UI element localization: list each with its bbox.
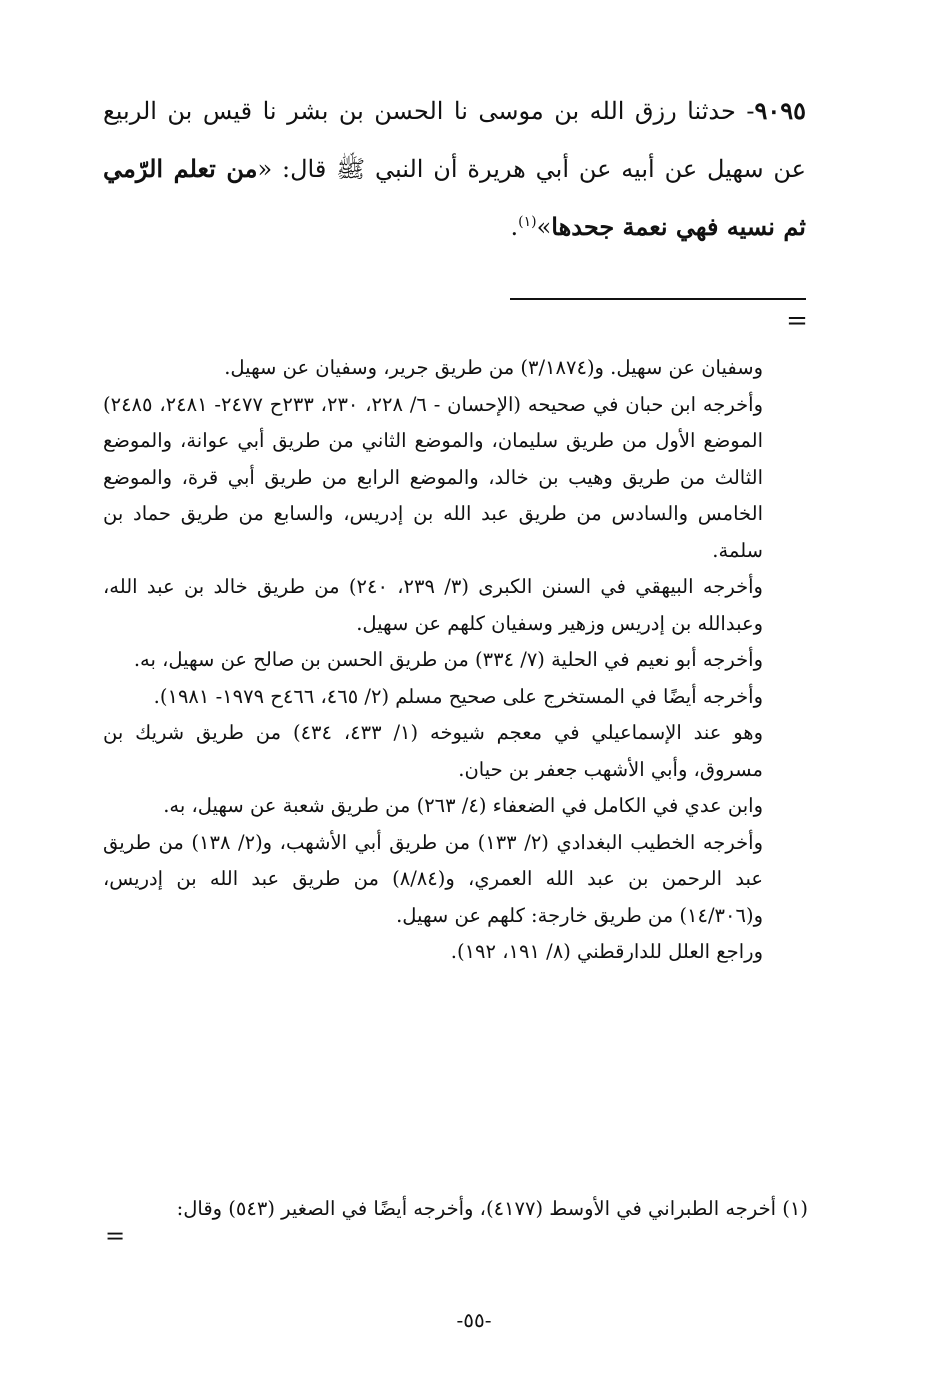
- footnote-reference: (١): [518, 214, 537, 230]
- note-paragraph: وسفيان عن سهيل. و(٣/١٨٧٤) من طريق جرير، وسفيان عن سهيل.: [224, 356, 763, 379]
- note-paragraph: وهو عند الإسماعيلي في معجم شيوخه (١/ ٤٣٣، ٤٣٤) من طريق شريك بن مسروق، وأبي الأشهب جعفر بن حيان.: [103, 721, 764, 781]
- hadith-text: [103, 82, 806, 256]
- quote-close: »: [536, 213, 552, 241]
- note-paragraph: وراجع العلل للدارقطني (٨/ ١٩١، ١٩٢).: [450, 940, 763, 963]
- footnote-continuation-notes: [103, 350, 763, 971]
- footnote-separator-rule: [510, 298, 806, 300]
- continuation-mark-bottom: =: [104, 1222, 126, 1250]
- sentence-end: .: [510, 213, 519, 241]
- hadith-intro: - حدثنا رزق الله بن موسى نا الحسن بن بشر نا قيس بن الربيع عن سهيل عن أبيه عن أبي هريرة أن النبي ﷺ قال: «: [103, 97, 807, 183]
- hadith-quote-bold: من تعلم الرّمي ثم نسيه فهي نعمة جحدها: [103, 154, 806, 241]
- note-paragraph: وابن عدي في الكامل في الضعفاء (٤/ ٢٦٣) من طريق شعبة عن سهيل، به.: [163, 794, 763, 817]
- page-number: -٥٥-: [456, 1308, 492, 1332]
- note-paragraph: وأخرجه ابن حبان في صحيحه (الإحسان - ٦/ ٢٢٨، ٢٣٠، ٢٣٣ح ٢٤٧٧- ٢٤٨١، ٢٤٨٥) الموضع الأول من طريق سليمان، والموضع الثاني من طريق أبي عوانة، والموضع الثالث من طريق وهيب بن خالد، والموضع الرابع من طريق أبي قرة، والموضع الخامس والسادس من طريق عبد الله بن إدريس، والسابع من طريق حماد بن سلمة.: [103, 392, 764, 562]
- continuation-mark-top: =: [786, 306, 808, 336]
- note-paragraph: وأخرجه أبو نعيم في الحلية (٧/ ٣٣٤) من طريق الحسن بن صالح عن سهيل، به.: [133, 648, 763, 671]
- hadith-number: ٩٠٩٥: [754, 96, 806, 125]
- note-paragraph: وأخرجه البيهقي في السنن الكبرى (٣/ ٢٣٩، ٢٤٠) من طريق خالد بن عبد الله، وعبدالله بن إدريس وزهير وسفيان كلهم عن سهيل.: [103, 575, 763, 635]
- footnote-1: (١) أخرجه الطبراني في الأوسط (٤١٧٧)، وأخرجه أيضًا في الصغير (٥٤٣) وقال:: [176, 1197, 808, 1220]
- note-paragraph: وأخرجه أيضًا في المستخرج على صحيح مسلم (٢/ ٤٦٥، ٤٦٦ح ١٩٧٩- ١٩٨١).: [153, 684, 763, 708]
- note-paragraph: وأخرجه الخطيب البغدادي (٢/ ١٣٣) من طريق أبي الأشهب، و(٢/ ١٣٨) من طريق عبد الرحمن بن عبد الله العمري، و(٨/٨٤) من طريق عبد الله بن إدريس، و(١٤/٣٠٦) من طريق خارجة: كلهم عن سهيل.: [103, 830, 763, 927]
